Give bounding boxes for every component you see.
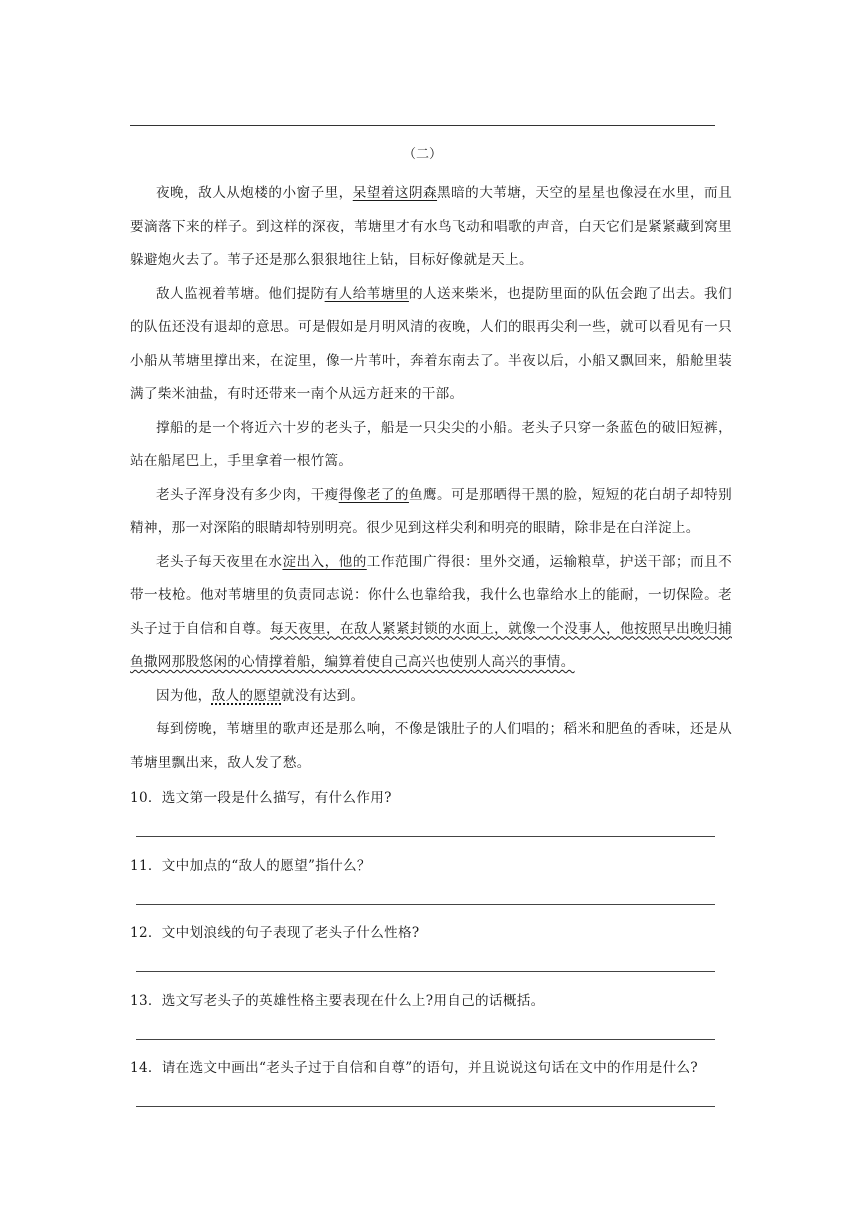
answer-line[interactable] <box>136 904 715 905</box>
question-text: 11．文中加点的“敌人的愿望”指什么？ <box>130 857 371 874</box>
paragraph-text: 撑船的是一个将近六十岁的老头子，船是一只尖尖的小船。老头子只穿一条蓝色的破旧短裤，站在船尾巴上，手里拿着一根竹篙。 <box>130 419 732 469</box>
question-text: 14．请在选文中画出“老头子过于自信和自尊”的语句，并且说说这句话在文中的作用是什么? <box>130 1060 698 1076</box>
underlined-phrase: 淀出入，他的 <box>282 553 367 570</box>
question-14 <box>130 1054 732 1122</box>
paragraph-5 <box>130 546 732 680</box>
answer-line[interactable] <box>136 1106 715 1107</box>
question-13 <box>130 987 732 1055</box>
question-text: 12．文中划浪线的句子表现了老头子什么性格? <box>130 925 420 941</box>
paragraph-1 <box>130 177 732 278</box>
paragraph-7 <box>130 713 732 780</box>
underlined-phrase: 有人给苇塘里 <box>324 285 409 302</box>
underlined-phrase: 得像老了的 <box>338 486 409 503</box>
paragraph-text: 老头子每天夜里在水 <box>156 553 283 570</box>
paragraph-text: 工作范围广得很：里外交通，运输粮草，护送干部；而且不带一枝枪。他对苇塘里的负责同志说：你什么也靠给我，我什么也靠给水上的能耐，一切保险。老头子过于自信和自尊。 <box>130 553 732 637</box>
wavy-underlined-sentence: 每天夜里，在敌人紧紧封锁的水面上，就像一个没事人，他按照早出晚归捕鱼撒网那股悠闲的心情撑着船，编算着使自己高兴也使别人高兴的事情。 <box>130 620 732 670</box>
question-text: 10．选文第一段是什么描写，有什么作用? <box>130 790 392 806</box>
paragraph-text: 因为他， <box>156 687 212 704</box>
underlined-phrase: 呆望着这阴森 <box>352 185 438 201</box>
question-10 <box>130 784 732 852</box>
answer-line[interactable] <box>136 1039 715 1040</box>
paragraph-4 <box>130 479 732 546</box>
section-title: （二） <box>402 147 442 162</box>
question-12 <box>130 919 732 987</box>
top-divider <box>130 125 715 126</box>
paragraph-2 <box>130 278 732 412</box>
paragraph-6 <box>130 680 732 714</box>
passage <box>130 177 732 780</box>
paragraph-text: 就没有达到。 <box>281 687 365 704</box>
paragraph-3 <box>130 412 732 479</box>
paragraph-text: 鱼鹰。可是那晒得干黑的脸，短短的花白胡子却特别精神，那一对深陷的眼睛却特别明亮。很少见到这样尖利和明亮的眼睛，除非是在白洋淀上。 <box>130 486 732 536</box>
question-text: 13．选文写老头子的英雄性格主要表现在什么上?用自己的话概括。 <box>130 992 545 1009</box>
paragraph-text: 黑暗的大苇塘，天空的星星也像浸在水里，而且要滴落下来的样子。到这样的深夜，苇塘里才有水鸟飞动和唱歌的声音，白天它们是紧紧藏到窝里躲避炮火去了。苇子还是那么狠狠地往上钻，目标好像就是天上。 <box>130 185 732 268</box>
dotted-emphasis-phrase: 敌人的愿望 <box>211 687 282 704</box>
paragraph-text: 夜晚，敌人从炮楼的小窗子里， <box>156 185 353 201</box>
paragraph-text: 敌人监视着苇塘。他们提防 <box>156 285 325 302</box>
question-11 <box>130 852 732 920</box>
paragraph-text: 每到傍晚，苇塘里的歌声还是那么响，不像是饿肚子的人们唱的；稻米和肥鱼的香味，还是从苇塘里飘出来，敌人发了愁。 <box>130 721 732 771</box>
paragraph-text: 的人送来柴米，也提防里面的队伍会跑了出去。我们的队伍还没有退却的意思。可是假如是月明风清的夜晚，人们的眼再尖利一些，就可以看见有一只小船从苇塘里撑出来，在淀里，像一片苇叶，奔着东南去了。半夜以后，小船又飘回来，船舱里装满了柴米油盐，有时还带来一南个从远方赶来的干部。 <box>130 285 732 402</box>
answer-line[interactable] <box>136 971 715 972</box>
question-list <box>130 784 732 1122</box>
answer-line[interactable] <box>136 836 715 837</box>
paragraph-text: 老头子浑身没有多少肉，干瘦 <box>156 486 339 503</box>
